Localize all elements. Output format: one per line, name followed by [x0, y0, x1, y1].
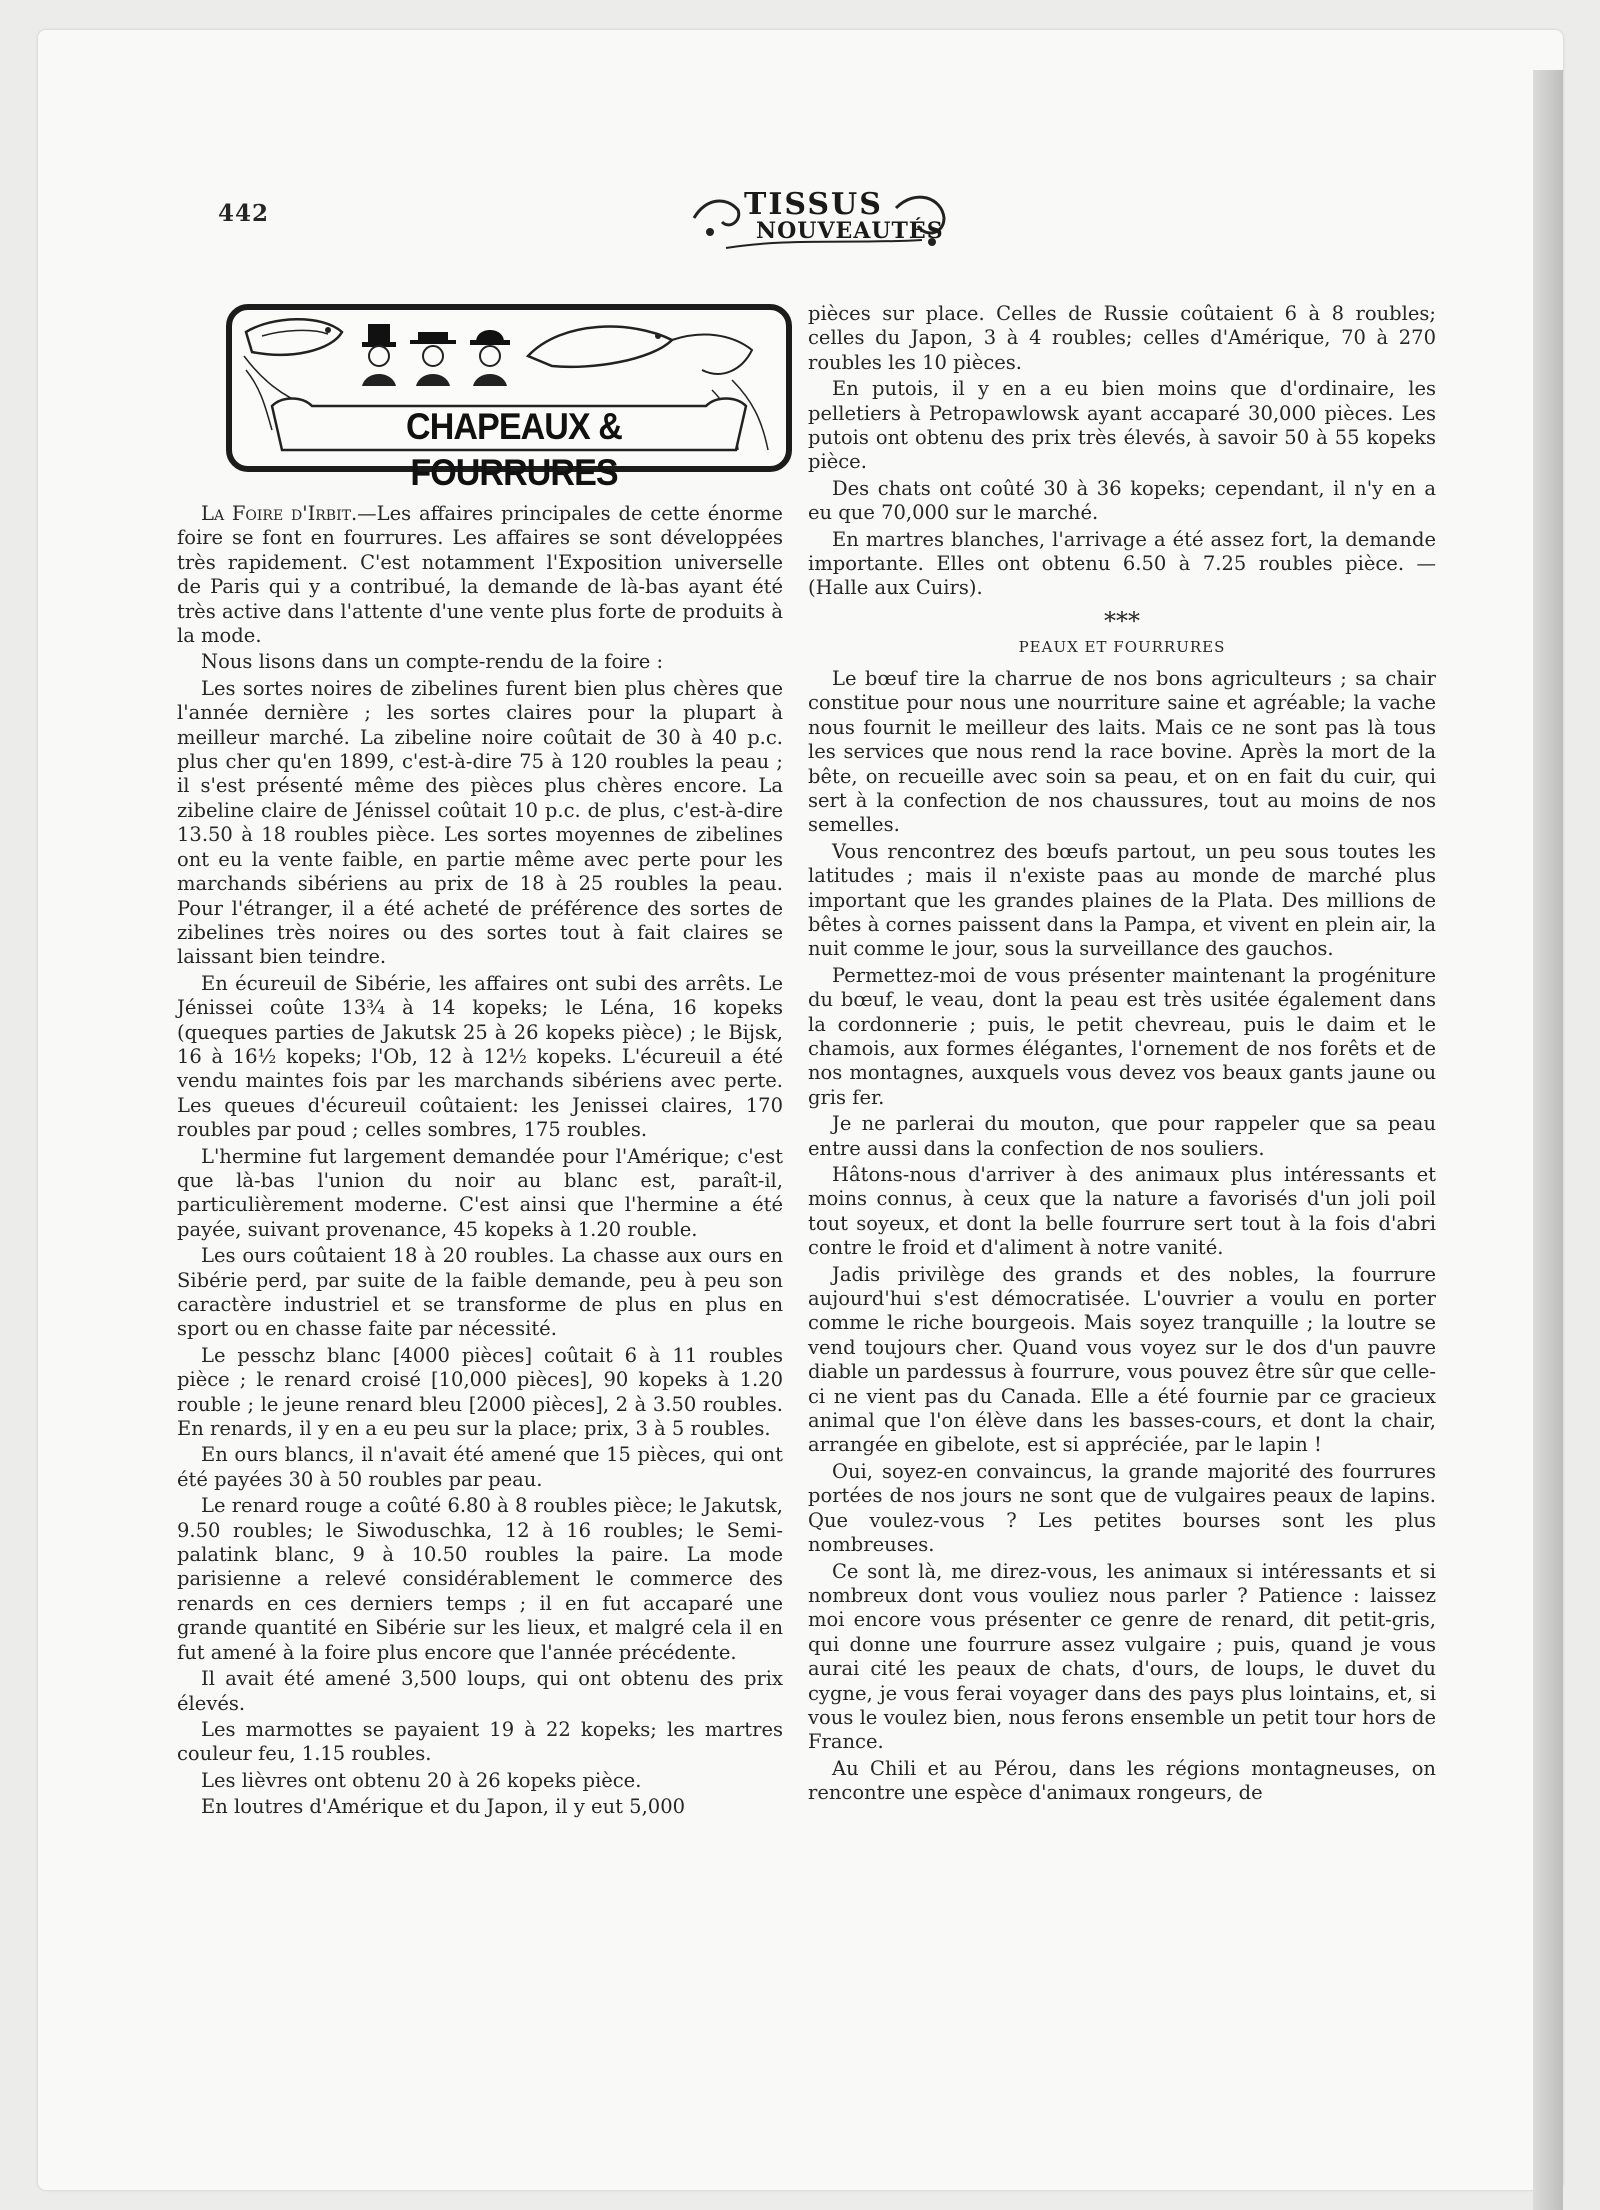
paragraph-privilege: Jadis privilège des grands et des nobles, la fourrure aujourd'hui s'est démocratisée. L'ouvrier a voulu en porter comme le riche bourgeois. Mais soyez tranquille ; la loutre se vend toujours cher. Quand vous voyez sur le dos d'un pauvre diable un pardessus à fourrure, vous pouvez être sûr que celle-ci ne vient pas du Canada. Elle a été fournie par ce gracieux animal que l'on élève dans les basses-cours, et dont la chair, arrangée en gibelote, est si appréciée, par le lapin ! [808, 1262, 1436, 1457]
paragraph-lapins: Oui, soyez-en convaincus, la grande majorité des fourrures portées de nos jours ne sont que de vulgaires peaux de lapins. Que voulez-vous ? Les petites bourses sont les plus nombreuses. [808, 1459, 1436, 1557]
chapeaux-fourrures-banner [226, 304, 792, 493]
man-bowler-hat-icon [470, 330, 510, 386]
paragraph-loutres: En loutres d'Amérique et du Japon, il y eut 5,000 [201, 1795, 686, 1819]
paragraph-putois: En putois, il y en a eu bien moins que d'ordinaire, les pelletiers à Petropawlowsk ayant accaparé 30,000 pièces. Les putois ont obtenu des prix très élevés, à savoir 50 à 55 kopeks pièce. [808, 377, 1436, 474]
paragraph: Nous lisons dans un compte-rendu de la foire : [201, 650, 664, 674]
paragraph-continued: pièces sur place. Celles de Russie coûtaient 6 à 8 roubles; celles du Japon, 3 à 4 roubles; celles d'Amérique, 70 à 270 roubles les 10 pièces. [808, 302, 1436, 374]
masthead-logo [686, 178, 954, 258]
paragraph-mouton: Je ne parlerai du mouton, que pour rappeler que sa peau entre aussi dans la confection de nos souliers. [808, 1112, 1436, 1160]
paragraph-fourrure: Hâtons-nous d'arriver à des animaux plus intéressants et moins connus, à ceux que la nature a favorisés d'un joli poil tout soyeux, et dont la belle fourrure sert tout à la fois d'abri contre le froid et d'aliment à notre vanité. [808, 1163, 1436, 1260]
banner-title: CHAPEAUX & FOURRURES [406, 406, 622, 493]
paragraph-ours-blancs: En ours blancs, il n'avait été amené que 15 pièces, qui ont été payées 30 à 50 roubles par peau. [177, 1443, 783, 1491]
paragraph-petit-gris: Ce sont là, me direz-vous, les animaux si intéressants et si nombreux dont vous vouliez nous parler ? Patience : laissez moi encore vous présenter ce genre de renard, dit petit-gris, qui donne une fourrure assez vulgaire ; puis, quand je vous aurai cité les peaux de chats, d'ours, de loups, le duvet du cygne, je vous ferai voyager dans des pays plus lointains, et, si vous le voulez bien, nous ferons ensemble un petit tour hors de France. [808, 1559, 1436, 1754]
lead-in-smallcaps: La Foire d'Irbit. [201, 502, 358, 525]
section-title: PEAUX ET FOURRURES [1018, 637, 1226, 656]
svg-text:NOUVEAUTÉS: NOUVEAUTÉS [756, 218, 944, 244]
man-boater-hat-icon [410, 332, 456, 386]
paragraph-renard-rouge: Le renard rouge a coûté 6.80 à 8 roubles pièce; le Jakutsk, 9.50 roubles; le Siwoduschka, 12 à 16 roubles; le Semi-palatink blanc, 9 à 10.50 roubles la paire. La mode parisienne a relevé considérablement le commerce des renards en ces derniers temps ; il en fut accaparé une grande quantité en Sibérie sur les lieux, et malgré cela il en fut amené à la foire plus encore que l'année précédente. [177, 1494, 783, 1664]
paragraph-foire-irbit [177, 502, 783, 648]
paragraph-text: —Les affaires principales de cette énorme foire se font en fourrures. Les affaires se sont développées très rapidement. C'est notamment l'Exposition universelle de Paris qui y a contribué, la demande de là-bas ayant été très active dans l'attente d'une vente plus forte de produits à la mode. [177, 502, 783, 648]
man-top-hat-icon [362, 324, 396, 386]
page-edge-shadow [1533, 70, 1563, 2210]
paragraph-lievres: Les lièvres ont obtenu 20 à 26 kopeks pièce. [201, 1768, 642, 1792]
paragraph-ours: Les ours coûtaient 18 à 20 roubles. La chasse aux ours en Sibérie perd, par suite de la faible demande, peu à peu son caractère industriel et se transforme de plus en plus en sport ou en chasse faite par nécessité. [177, 1244, 783, 1341]
paragraph-chili: Au Chili et au Pérou, dans les régions montagneuses, on rencontre une espèce d'animaux rongeurs, de [808, 1756, 1436, 1805]
paragraph-ecureuil: En écureuil de Sibérie, les affaires ont subi des arrêts. Le Jénissei coûte 13¾ à 14 kopeks; le Léna, 16 kopeks (queques parties de Jakutsk 25 à 26 kopeks pièce) ; le Bijsk, 16 à 16½ kopeks; l'Ob, 12 à 12½ kopeks. L'écureuil a été vendu maintes fois par les marchands sibériens avec perte. Les queues d'écureuil coûtaient: les Jenissei claires, 170 roubles par poud ; celles sombres, 175 roubles. [177, 971, 783, 1142]
paragraph-martres: En martres blanches, l'arrivage a été assez fort, la demande importante. Elles ont obtenu 6.50 à 7.25 roubles pièce. — (Halle aux Cuirs). [808, 527, 1436, 600]
masthead-ornament-icon [686, 178, 954, 258]
svg-text:TISSUS: TISSUS [744, 187, 883, 222]
paragraph-plata: Vous rencontrez des bœufs partout, un peu sous toutes les latitudes ; mais il n'existe paas au monde de marché plus important que les grandes plaines de la Plata. Des millions de bêtes à cornes paissent dans la Pampa, et vivent en plein air, la nuit comme le jour, sous la surveillance des gauchos. [808, 839, 1436, 961]
paragraph-chats: Des chats ont coûté 30 à 36 kopeks; cependant, il n'y en a eu que 70,000 sur le marché. [808, 476, 1436, 525]
paragraph-pesschz: Le pesschz blanc [4000 pièces] coûtait 6 à 11 roubles pièce ; le renard croisé [10,000 pièces], 90 kopeks à 1.20 rouble ; le jeune renard bleu [2000 pièces], 2 à 3.50 roubles. En renards, il y en a eu peu sur la place; prix, 3 à 5 roubles. [177, 1343, 783, 1441]
paragraph-boeuf: Le bœuf tire la charrue de nos bons agriculteurs ; sa chair constitue pour nous une nourriture saine et agréable; la vache nous fournit le meilleur des laits. Mais ce ne sont pas là tous les services que nous rend la race bovine. Après la mort de la bête, on recueille avec soin sa peau, et on en fait du cuir, qui sert à la confection de nos chaussures, tout au moins de nos semelles. [808, 666, 1436, 837]
paragraph-zibelines: Les sortes noires de zibelines furent bien plus chères que l'année dernière ; les sortes claires pour la plupart à meilleur marché. La zibeline noire coûtait de 30 à 40 p.c. plus cher qu'en 1899, c'est-à-dire 75 à 120 roubles la peau ; il s'est présenté même des pièces plus chères encore. La zibeline claire de Jénissel coûtait 10 p.c. de plus, c'est-à-dire 13.50 à 18 roubles pièce. Les sortes moyennes de zibelines ont eu la vente faible, en partie même avec perte pour les marchands sibériens au prix de 18 à 25 roubles la peau. Pour l'étranger, il a été acheté de préférence des sortes de zibelines très noires ou des sortes tout à fait claires se laissant bien teindre. [177, 676, 783, 969]
paragraph-marmottes: Les marmottes se payaient 19 à 22 kopeks; les martres couleur feu, 1.15 roubles. [177, 1717, 783, 1766]
paragraph-hermine: L'hermine fut largement demandée pour l'Amérique; c'est que là-bas l'union du noir au blanc est, paraît-il, particulièrement moderne. C'est ainsi que l'hermine a été payée, suivant provenance, 45 kopeks à 1.20 rouble. [177, 1144, 783, 1241]
article-left-column [177, 502, 783, 1820]
paragraph-loups: Il avait été amené 3,500 loups, qui ont obtenu des prix élevés. [177, 1667, 783, 1715]
paragraph-veau: Permettez-moi de vous présenter maintenant la progéniture du bœuf, le veau, dont la peau est très usitée également dans la cordonnerie ; puis, le petit chevreau, puis le daim et le chamois, aux formes élégantes, l'ornement de nos forêts et de nos montagnes, auxquels vous devez vos beaux gants jaune ou gris fer. [808, 963, 1436, 1109]
page-number: 442 [218, 200, 270, 227]
asterism-separator: *** [1104, 606, 1140, 635]
article-right-column [808, 302, 1436, 1806]
